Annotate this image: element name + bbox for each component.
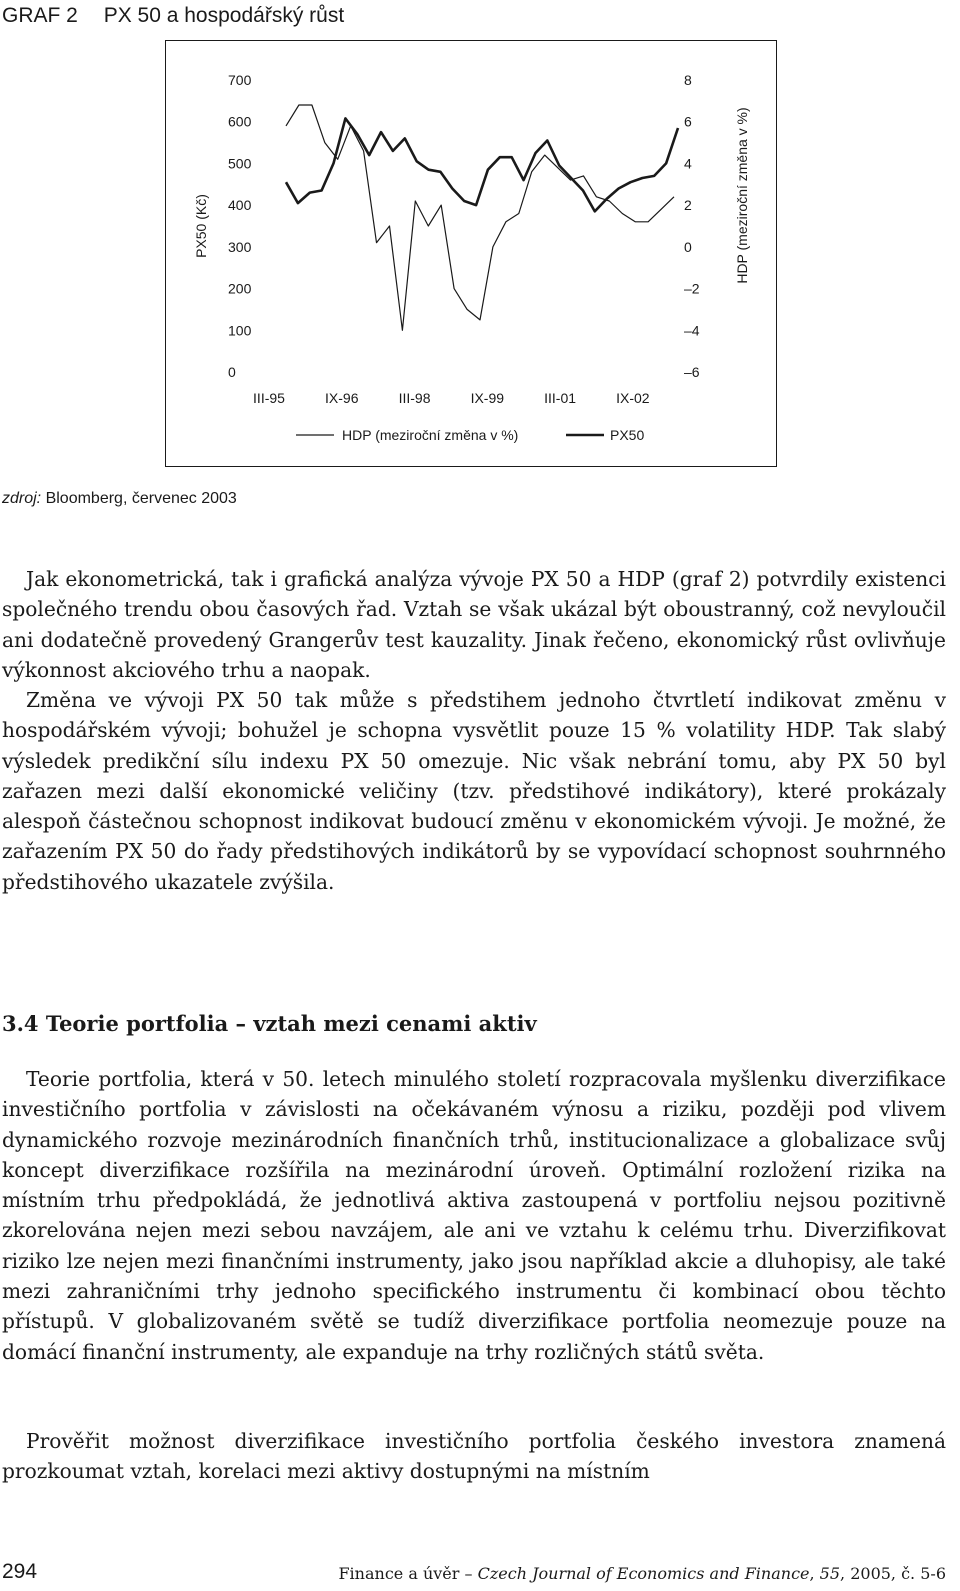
source-text: Bloomberg, červenec 2003 — [41, 490, 237, 507]
right-axis-tick-label: 4 — [684, 155, 692, 172]
figure-caption — [2, 4, 344, 28]
right-axis-title: HDP (meziroční změna v %) — [734, 107, 750, 284]
section-heading: 3.4 Teorie portfolia – vztah mezi cenami aktiv — [2, 1011, 537, 1036]
left-axis-tick-label: 200 — [228, 280, 252, 297]
left-axis-tick-label: 300 — [228, 238, 252, 255]
paragraph-2: Změna ve vývoji PX 50 tak může s předstihem jednoho čtvrtletí indikovat změnu v hospodářském vývoji; bohužel je schopna vysvětlit pouze 15 % volatility HDP. Tak slabý výsledek predikční sílu indexu PX 50 omezuje. Nic však nebrání tomu, aby PX 50 byl zařazen mezi další ekonomické veličiny (tzv. předstihové indikátory), které prokázaly alespoň částečnou schopnost indikovat budoucí změnu v ekonomickém vývoji. Je možné, že zařazením PX 50 do řady předstihových indikátorů by se vypovídací schopnost souhrnného předstihového ukazatele zvýšila. — [2, 688, 946, 894]
left-axis-tick-label: 600 — [228, 113, 252, 130]
journal-prefix: Finance a úvěr – — [338, 1564, 478, 1583]
right-axis-tick-label: 2 — [684, 197, 692, 214]
left-axis-tick-label: 0 — [228, 364, 236, 380]
right-axis-tick-label: –4 — [684, 322, 700, 339]
series-line-hdp — [286, 105, 674, 330]
left-axis-title: PX50 (Kč) — [193, 194, 209, 258]
x-axis-tick-label: IX-96 — [325, 390, 359, 406]
figure-title: PX 50 a hospodářský růst — [103, 4, 345, 27]
source-prefix: zdroj: — [2, 490, 42, 507]
journal-citation: Finance a úvěr – Czech Journal of Economics and Finance, 55, 2005, č. 5-6 — [338, 1564, 946, 1583]
legend-label-px50: PX50 — [610, 427, 645, 443]
right-axis-tick-label: –2 — [684, 280, 700, 297]
left-axis-tick-label: 500 — [228, 155, 252, 172]
paragraph-4: Prověřit možnost diverzifikace investičního portfolia českého investora znamená prozkoumat vztah, korelaci mezi aktivy dostupnými na místním — [2, 1429, 946, 1484]
chart-frame — [165, 40, 777, 467]
x-axis-tick-label: IX-02 — [616, 390, 650, 406]
page-number: 294 — [2, 1560, 38, 1583]
paragraph-1: Jak ekonometrická, tak i grafická analýza vývoje PX 50 a HDP (graf 2) potvrdily existenci společného trendu obou časových řad. Vztah se však ukázal být oboustranný, což nevyloučil ani dodatečně provedený Grangerův test kauzality. Jinak řečeno, ekonomický růst ovlivňuje výkonnost akciového trhu a naopak. — [2, 567, 946, 682]
figure-label: GRAF 2 — [2, 4, 78, 27]
chart — [166, 41, 775, 465]
legend-label-hdp: HDP (meziroční změna v %) — [342, 427, 519, 443]
paragraph-3: Teorie portfolia, která v 50. letech minulého století rozpracovala myšlenku diverzifikace investičního portfolia v závislosti na očekávaném výnosu a riziku, později pod vlivem dynamického rozvoje mezinárodních finančních trhů, institucionalizace a globalizace svůj koncept diverzifikace rozšířila na mezinárodní úroveň. Optimální rozložení rizika na místním trhu předpokládá, že jednotlivá aktiva zastoupená v portfoliu nejsou pozitivně zkorelována nejen mezi sebou navzájem, ale ani ve vztahu k celému trhu. Diverzifikovat riziko lze nejen mezi finančními instrumenty, jako jsou například akcie a dluhopisy, ale také mezi zahraničními trhy jednoho specifického instrumentu či kombinací obou těchto přístupů. V globalizovaném světě se tudíž diverzifikace portfolia neomezuje pouze na domácí finanční instrumenty, ale expanduje na trhy rozličných států světa. — [2, 1067, 946, 1364]
x-axis-tick-label: III-01 — [544, 390, 577, 406]
right-axis-tick-label: 0 — [684, 238, 692, 255]
left-axis-tick-label: 700 — [228, 72, 252, 88]
journal-rest: , 2005, č. 5-6 — [840, 1564, 946, 1583]
x-axis-tick-label: III-98 — [398, 390, 431, 406]
journal-name: Czech Journal of Economics and Finance — [477, 1564, 810, 1583]
source-note — [2, 490, 237, 508]
x-axis-tick-label: III-95 — [253, 390, 285, 406]
journal-volume: 55 — [819, 1564, 841, 1583]
right-axis-tick-label: –6 — [684, 364, 700, 380]
x-axis-tick-label: IX-99 — [470, 390, 505, 406]
series-line-px50 — [286, 118, 678, 211]
right-axis-tick-label: 6 — [684, 113, 692, 130]
left-axis-tick-label: 100 — [228, 322, 252, 339]
left-axis-tick-label: 400 — [228, 197, 252, 214]
right-axis-tick-label: 8 — [684, 72, 692, 88]
